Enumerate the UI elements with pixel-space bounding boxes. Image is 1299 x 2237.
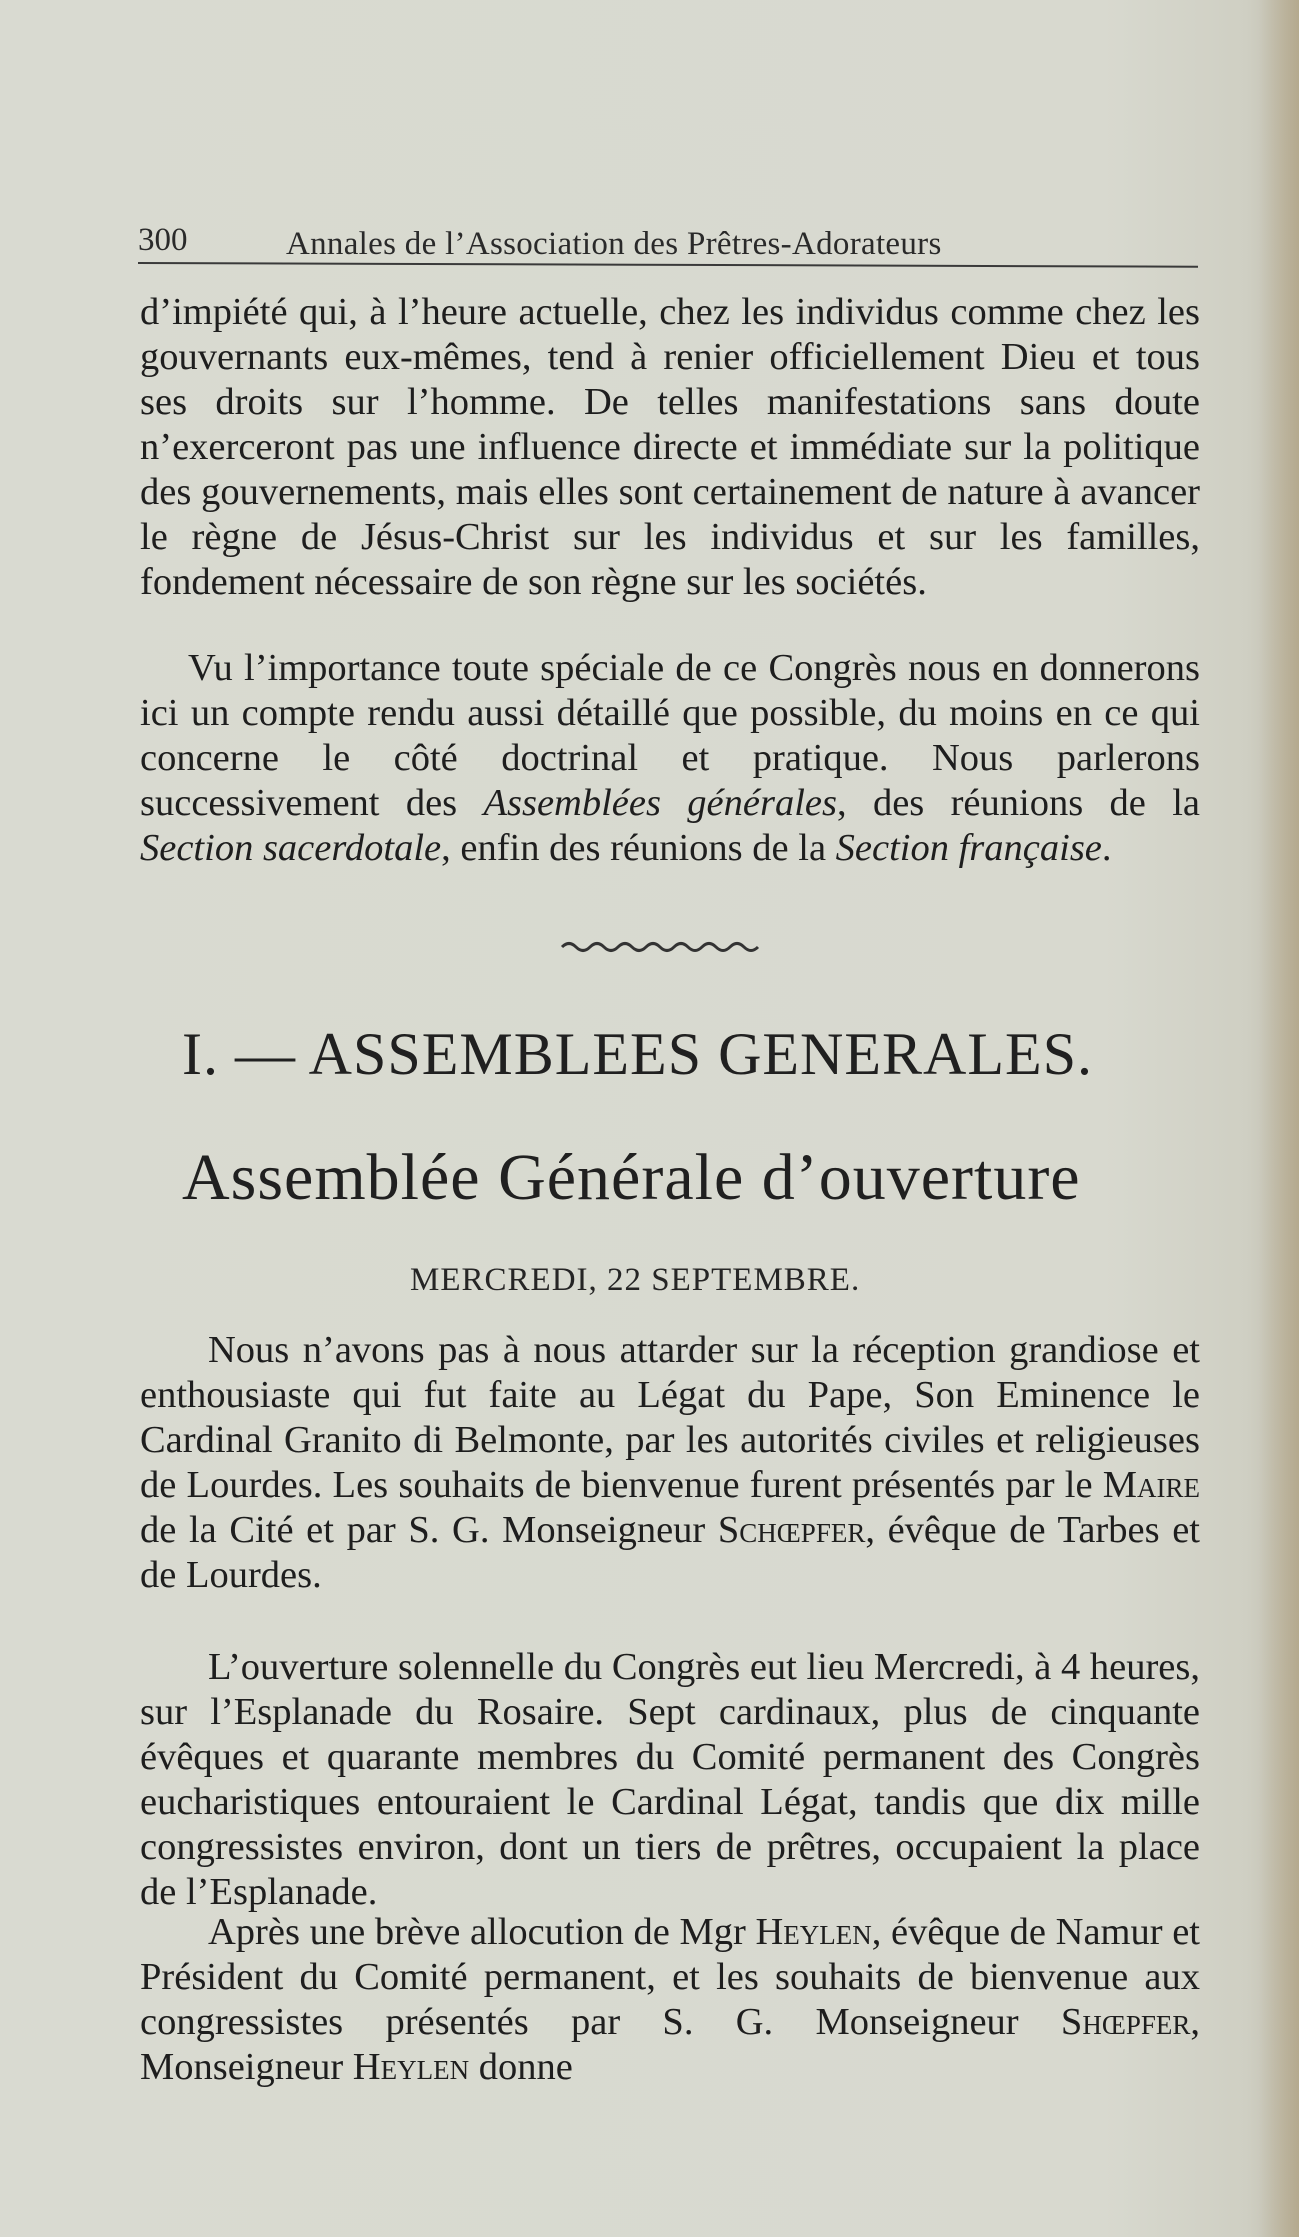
date-heading: MERCREDI, 22 SEPTEMBRE. <box>410 1262 861 1298</box>
text-run: de la Cité et par S. G. Monseigneur <box>140 1509 718 1551</box>
paragraph-allocution <box>140 1910 1200 2090</box>
paragraph-continuation: d’impiété qui, à l’heure actuelle, chez les individus comme chez les gouvernants eux-mêmes, tend à renier officiellement Dieu et tous ses droits sur l’homme. De telles manifestations sans doute n’exerceront pas une influence directe et immédiate sur la politique des gouvernements, mais elles sont certainement de nature à avancer le règne de Jésus-Christ sur les individus et sur les familles, fondement nécessaire de son règne sur les sociétés. <box>140 291 1200 603</box>
section-heading: I. — ASSEMBLEES GENERALES. <box>182 1021 1094 1087</box>
running-title: Annales de l’Association des Prêtres-Adorateurs <box>286 226 942 262</box>
paragraph-compte-rendu <box>140 646 1200 871</box>
text-run: , évêque de Namur et Président du Comité permanent, et les souhaits de bienvenue aux congressistes présentés par S. G. Monseigneur <box>140 1911 1200 2043</box>
running-header <box>138 222 1198 262</box>
smallcaps-maire: Maire <box>1102 1464 1200 1506</box>
page-spine-shadow <box>1259 0 1299 2237</box>
smallcaps-shoepfer: Shœpfer <box>1060 2001 1191 2043</box>
subsection-heading: Assemblée Générale d’ouverture <box>182 1141 1081 1214</box>
text-run: Après une brève allocution de Mgr <box>208 1911 756 1953</box>
italic-section-francaise: Section française <box>835 827 1102 869</box>
text-run: Vu l’importance toute spéciale de ce Congrès nous en donnerons ici un compte rendu aussi détaillé que possible, du moins en ce qui concerne le côté doctrinal et pratique. Nous parlerons successivement des <box>140 647 1200 824</box>
smallcaps-heylen-2: Heylen <box>352 2046 470 2088</box>
page-number: 300 <box>138 222 188 258</box>
smallcaps-heylen: Heylen <box>755 1911 872 1953</box>
paragraph-ouverture: L’ouverture solennelle du Congrès eut lieu Mercredi, à 4 heures, sur l’Esplanade du Rosaire. Sept cardinaux, plus de cinquante évêques et quarante membres du Comité permanent des Congrès eucharistiques entouraient le Cardinal Légat, tandis que dix mille congressistes environ, dont un tiers de prêtres, occupaient la place de l’Esplanade. <box>140 1646 1200 1913</box>
decorative-ornament <box>560 940 770 954</box>
italic-assemblees: Assemblées générales <box>483 782 837 824</box>
paragraph-reception <box>140 1328 1200 1598</box>
smallcaps-schoepfer: Schœpfer <box>717 1509 866 1551</box>
text-run: . <box>1101 827 1112 869</box>
text-run: , des réunions de la <box>836 782 1200 824</box>
text-run: , évêque de Tarbes et de Lourdes. <box>140 1509 1200 1596</box>
text-run: , Monseigneur <box>140 2001 1200 2088</box>
italic-section-sacerdotale: Section sacerdotale <box>140 827 442 869</box>
text-run: , enfin des réunions de la <box>441 827 836 869</box>
text-run: donne <box>469 2046 573 2088</box>
text-run: Nous n’avons pas à nous attarder sur la réception grandiose et enthousiaste qui fut faite au Légat du Pape, Son Eminence le Cardinal Granito di Belmonte, par les autorités civiles et religieuses de Lourdes. Les souhaits de bienvenue furent présentés par le <box>140 1329 1200 1506</box>
